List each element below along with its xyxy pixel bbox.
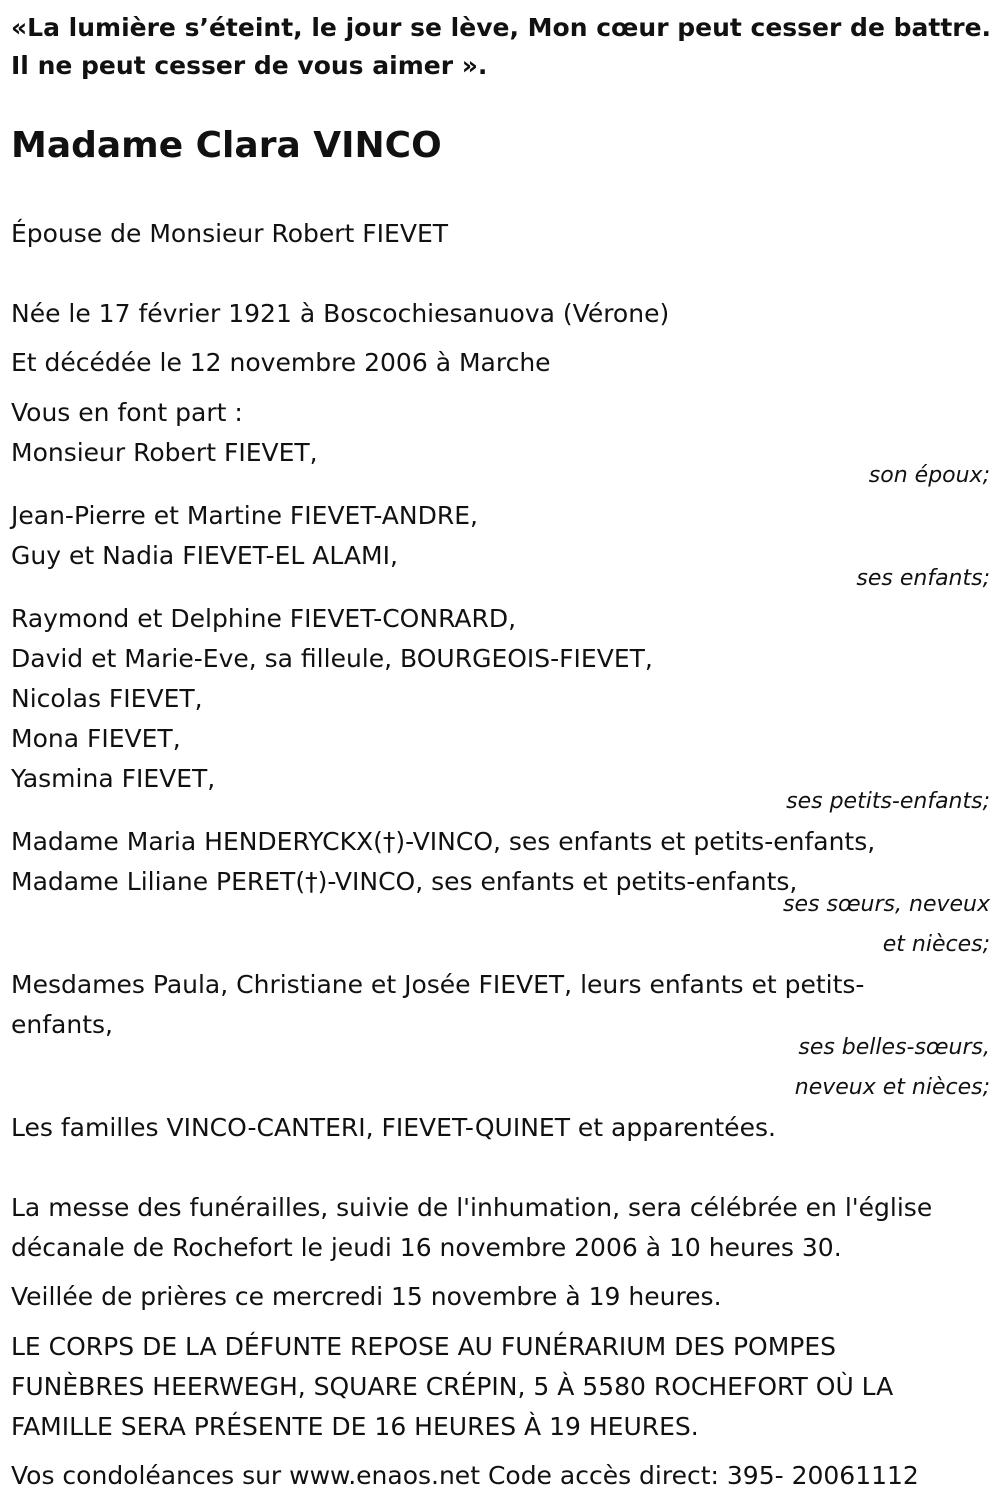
grandchild-name: Nicolas FIEVET,	[11, 684, 203, 713]
grandchild-name: Mona FIEVET,	[11, 724, 181, 753]
funerarium-line-3: FAMILLE SERA PRÉSENTE DE 16 HEURES À 19 HEURES.	[11, 1412, 699, 1441]
page-title: Madame Clara VINCO	[11, 125, 442, 166]
sisters-in-law-role-2: neveux et nièces;	[794, 1075, 990, 1100]
death-line: Et décédée le 12 novembre 2006 à Marche	[11, 348, 551, 377]
children-role: ses enfants;	[856, 566, 990, 591]
husband-role: son époux;	[868, 463, 990, 488]
sisters-in-law-role-1: ses belles-sœurs,	[798, 1035, 990, 1060]
quote-line-1: «La lumière s’éteint, le jour se lève, Mon cœur peut cesser de battre.	[11, 13, 992, 42]
funerarium-line-1: LE CORPS DE LA DÉFUNTE REPOSE AU FUNÉRARIUM DES POMPES	[11, 1332, 837, 1361]
grandchildren-role: ses petits-enfants;	[786, 789, 990, 814]
quote-line-2: Il ne peut cesser de vous aimer ».	[11, 51, 488, 80]
sisters-in-law-line-2: enfants,	[11, 1010, 113, 1039]
husband-name: Monsieur Robert FIEVET,	[11, 438, 318, 467]
child-name: Jean-Pierre et Martine FIEVET-ANDRE,	[11, 501, 478, 530]
sisters-in-law-line-1: Mesdames Paula, Christiane et Josée FIEVET, leurs enfants et petits-	[11, 970, 865, 999]
grandchild-name: Yasmina FIEVET,	[11, 764, 216, 793]
sisters-role-1: ses sœurs, neveux	[783, 892, 990, 917]
birth-line: Née le 17 février 1921 à Boscochiesanuova (Vérone)	[11, 299, 670, 328]
vigil-line: Veillée de prières ce mercredi 15 novembre à 19 heures.	[11, 1282, 722, 1311]
child-name: Guy et Nadia FIEVET-EL ALAMI,	[11, 541, 398, 570]
sister-line: Madame Maria HENDERYCKX(†)-VINCO, ses enfants et petits-enfants,	[11, 827, 876, 856]
sisters-role-2: et nièces;	[882, 932, 990, 957]
mass-line-2: décanale de Rochefort le jeudi 16 novembre 2006 à 10 heures 30.	[11, 1233, 842, 1262]
sister-line: Madame Liliane PERET(†)-VINCO, ses enfants et petits-enfants,	[11, 867, 798, 896]
grandchild-name: Raymond et Delphine FIEVET-CONRARD,	[11, 604, 517, 633]
condolences-line: Vos condoléances sur www.enaos.net Code accès direct: 395- 20061112	[11, 1461, 919, 1490]
funerarium-line-2: FUNÈBRES HEERWEGH, SQUARE CRÉPIN, 5 À 5580 ROCHEFORT OÙ LA	[11, 1372, 894, 1401]
families-line: Les familles VINCO-CANTERI, FIEVET-QUINET et apparentées.	[11, 1113, 776, 1142]
announce-intro: Vous en font part :	[11, 398, 243, 427]
mass-line-1: La messe des funérailles, suivie de l'inhumation, sera célébrée en l'église	[11, 1193, 933, 1222]
spouse-line: Épouse de Monsieur Robert FIEVET	[11, 219, 449, 248]
grandchild-name: David et Marie-Eve, sa filleule, BOURGEOIS-FIEVET,	[11, 644, 653, 673]
